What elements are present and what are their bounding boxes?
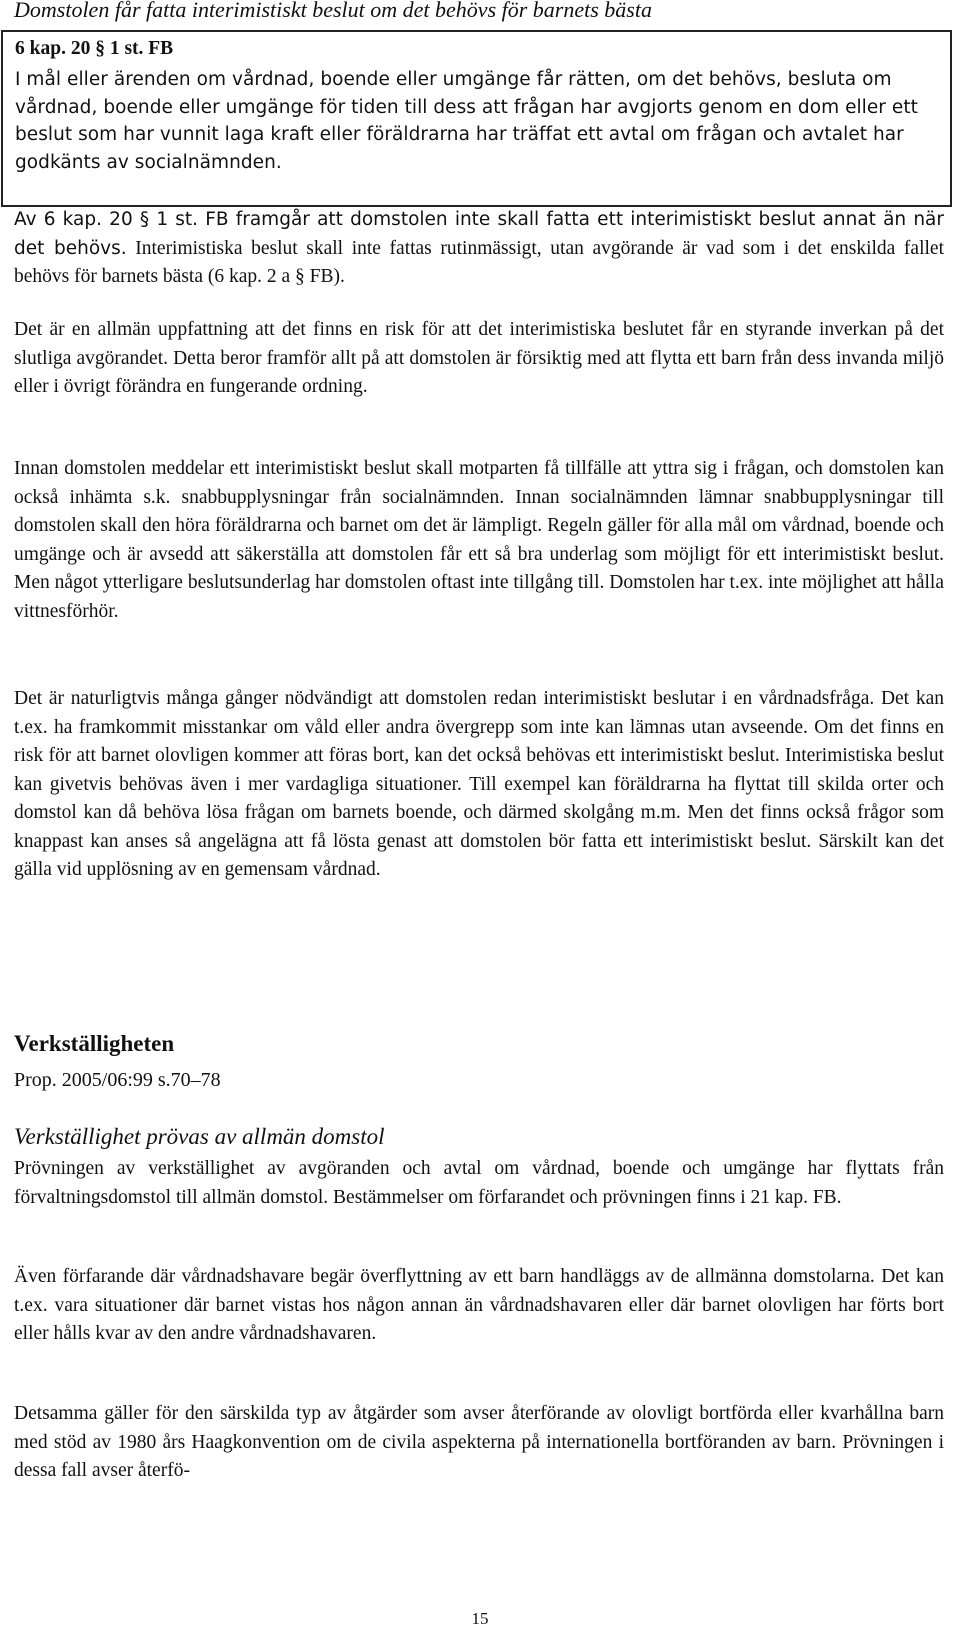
statute-reference: 6 kap. 20 § 1 st. FB — [15, 38, 174, 59]
page-number: 15 — [471, 1609, 489, 1628]
section-paragraph-2: Även förfarande där vårdnadshavare begär överflyttning av ett barn handläggs av de allmänna domstolarna. Det kan t.ex. vara situationer där barnet vistas hos någon annan än vårdnadshavaren eller där barnet olovligen har förts bort eller hålls kvar av den andre vårdnadshavaren. — [14, 1266, 944, 1344]
statute-text: I mål eller ärenden om vårdnad, boende eller umgänge får rätten, om det behövs, besluta om vårdnad, boende eller umgänge för tiden till dess att frågan har avgjorts genom en dom eller ett beslut som har vunnit laga kraft eller föräldrarna har träffat ett avtal om frågan och avtalet har godkänts av socialnämnden. — [15, 69, 918, 173]
section-paragraph-1: Prövningen av verkställighet av avgöranden och avtal om vårdnad, boende och umgänge har flyttats från förvaltningsdomstol till allmän domstol. Bestämmelser om förfarandet och prövningen finns i 21 kap. FB. — [14, 1158, 944, 1208]
paragraph-1 — [14, 206, 944, 292]
paragraph-4: Det är naturligtvis många gånger nödvändigt att domstolen redan interimistiskt beslutar i en vårdnadsfråga. Det kan t.ex. ha framkommit misstankar om våld eller andra övergrepp som inte kan lämnas utan avseende. Om det finns en risk för att barnet olovligen kommer att föras bort, kan det också behövas ett interimistiskt beslut. Interimistiska beslut kan givetvis behövas även i mer vardagliga situationer. Till exempel kan föräldrarna ha flyttat till skilda orter och domstol kan då behöva lösa frågan om barnets boende, och därmed skolgång m.m. Men det finns också frågor som knappast kan anses så angelägna att få lösta genast att domstolen bör fatta ett interimistiskt beslut. Särskilt kan det gälla vid upplösning av en gemensam vårdnad. — [14, 688, 944, 880]
paragraph-1-rest: Interimistiska beslut skall inte fattas rutinmässigt, utan avgörande är vad som i det enskilda fallet behövs för barnets bästa (6 kap. 2 a § FB). — [14, 237, 944, 287]
section-heading: Verkställigheten — [14, 1031, 175, 1056]
paragraph-2: Det är en allmän uppfattning att det finns en risk för att det interimistiska beslutet får en styrande inverkan på det slutliga avgörandet. Detta beror framför allt på att domstolen är försiktig med att flytta ett barn från dess invanda miljö eller i övrigt förändra en fungerande ordning. — [14, 319, 944, 397]
statute-box — [1, 30, 952, 207]
section-reference: Prop. 2005/06:99 s.70–78 — [14, 1069, 221, 1091]
paragraph-3: Innan domstolen meddelar ett interimistiskt beslut skall motparten få tillfälle att yttra sig i frågan, och domstolen kan också inhämta s.k. snabbupplysningar från socialnämnden. Innan socialnämnden lämnar snabbupplysningar till domstolen skall den höra föräldrarna och barnet om det är lämpligt. Regeln gäller för alla mål om vårdnad, boende och umgänge och är avsedd att säkerställa att domstolen får ett så bra underlag som möjligt för ett interimistiskt beslut. Men något ytterligare beslutsunderlag har domstolen oftast inte tillgång till. Domstolen har t.ex. inte möjlighet att hålla vittnesförhör. — [14, 458, 944, 622]
section-paragraph-3: Detsamma gäller för den särskilda typ av åtgärder som avser återförande av olovligt bortförda eller kvarhållna barn med stöd av 1980 års Haagkonvention om de civila aspekterna på internationella bortföranden av barn. Prövningen i dessa fall avser återfö- — [14, 1403, 944, 1481]
paragraph-1-lead: Av 6 kap. 20 § 1 st. FB framgår att domstolen inte skall fatta ett interimistiskt beslut annat än när det behövs. — [14, 209, 944, 259]
subheading: Verkställighet prövas av allmän domstol — [14, 1124, 385, 1149]
section-heading-italic: Domstolen får fatta interimistiskt beslut om det behövs för barnets bästa — [14, 0, 652, 22]
